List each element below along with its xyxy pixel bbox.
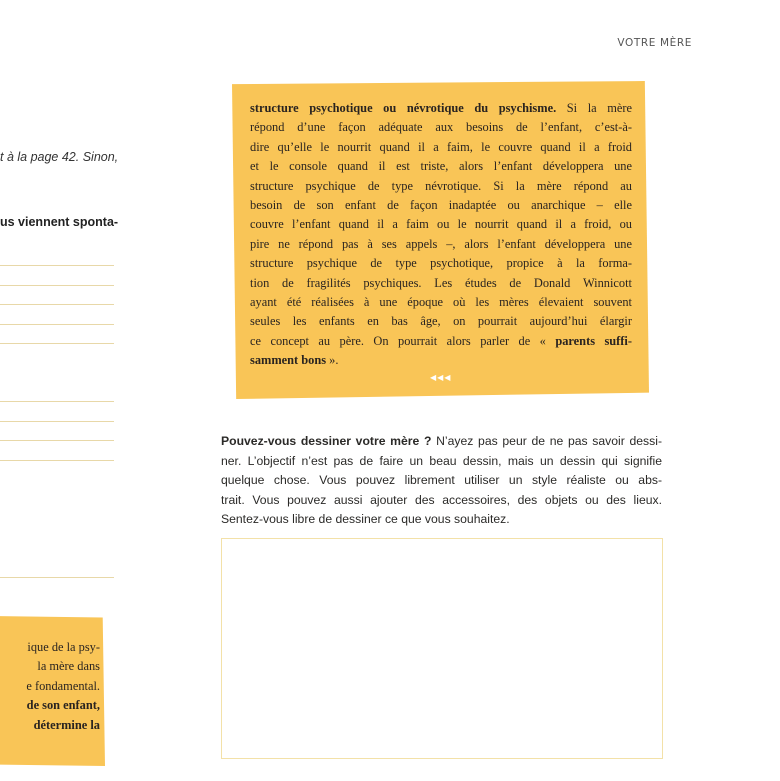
side-line: la mère dans xyxy=(37,659,100,674)
quote-line: couvre l’enfant quand il a faim ou le nourrit quand il a froid, ou xyxy=(250,217,632,232)
quote-line: tion de fragilités psychiques. Les études de Donald Winnicott xyxy=(250,275,632,290)
answer-line xyxy=(0,401,114,402)
quote-line: seules les enfants en bas âge, on pourrait aujourd’hui élargir xyxy=(250,314,632,329)
quote-line: besoin de son enfant de façon inadaptée ou anarchique – elle xyxy=(250,198,632,213)
answer-line xyxy=(0,265,114,266)
quote-line: répond d’une façon adéquate aux besoins de l’enfant, c’est-à- xyxy=(250,120,632,135)
quote-line: et le console quand il est triste, alors l’enfant développera une xyxy=(250,159,632,174)
quote-line: pire ne répond pas à ses appels –, alors l’enfant développera une xyxy=(250,236,632,251)
side-line: de son enfant, xyxy=(26,698,100,713)
quote-line: structure psychique de type psychotique, propice à la forma- xyxy=(250,256,632,271)
quote-text xyxy=(250,99,632,371)
ornament-icon: ◀◀◀ xyxy=(430,373,452,382)
left-column-italic-text: t à la page 42. Sinon, xyxy=(0,150,119,164)
instruction-line: Sentez-vous libre de dessiner ce que vous souhaitez. xyxy=(221,512,510,527)
answer-line xyxy=(0,304,114,305)
drawing-area[interactable] xyxy=(221,538,663,759)
quote-line: samment bons ». xyxy=(250,353,339,368)
left-column-bold-text: us viennent sponta- xyxy=(0,215,119,229)
instruction-line: Pouvez-vous dessiner votre mère ? N’ayez pas peur de ne pas savoir dessi- xyxy=(221,434,662,448)
instruction-line: ner. L’objectif n’est pas de faire un beau dessin, mais un dessin qui signifie xyxy=(221,453,662,468)
running-header: VOTRE MÈRE xyxy=(617,37,692,49)
answer-line xyxy=(0,285,114,286)
answer-line xyxy=(0,577,114,578)
side-line: ique de la psy- xyxy=(27,640,100,654)
answer-line xyxy=(0,440,114,441)
answer-line xyxy=(0,324,114,325)
answer-line xyxy=(0,460,114,461)
quote-line: structure psychique de type névrotique. Si la mère répond au xyxy=(250,178,632,193)
side-box-text xyxy=(0,638,100,735)
answer-line xyxy=(0,343,114,344)
side-line: détermine la xyxy=(33,717,100,732)
quote-line: structure psychotique ou névrotique du psychisme. Si la mère xyxy=(250,101,632,115)
drawing-instructions xyxy=(221,432,662,530)
side-line: e fondamental. xyxy=(26,678,100,693)
answer-line xyxy=(0,421,114,422)
quote-line: ce concept au père. On pourrait alors parler de « parents suffi- xyxy=(250,333,632,348)
quote-line: ayant été réalisées à une époque où les mères élevaient souvent xyxy=(250,295,632,310)
instruction-line: quelque chose. Vous pouvez librement utiliser un style réaliste ou abs- xyxy=(221,473,662,488)
instruction-line: trait. Vous pouvez aussi ajouter des accessoires, des objets ou des lieux. xyxy=(221,492,662,507)
quote-line: dire qu’elle le nourrit quand il a faim, le couvre quand il a froid xyxy=(250,139,632,154)
